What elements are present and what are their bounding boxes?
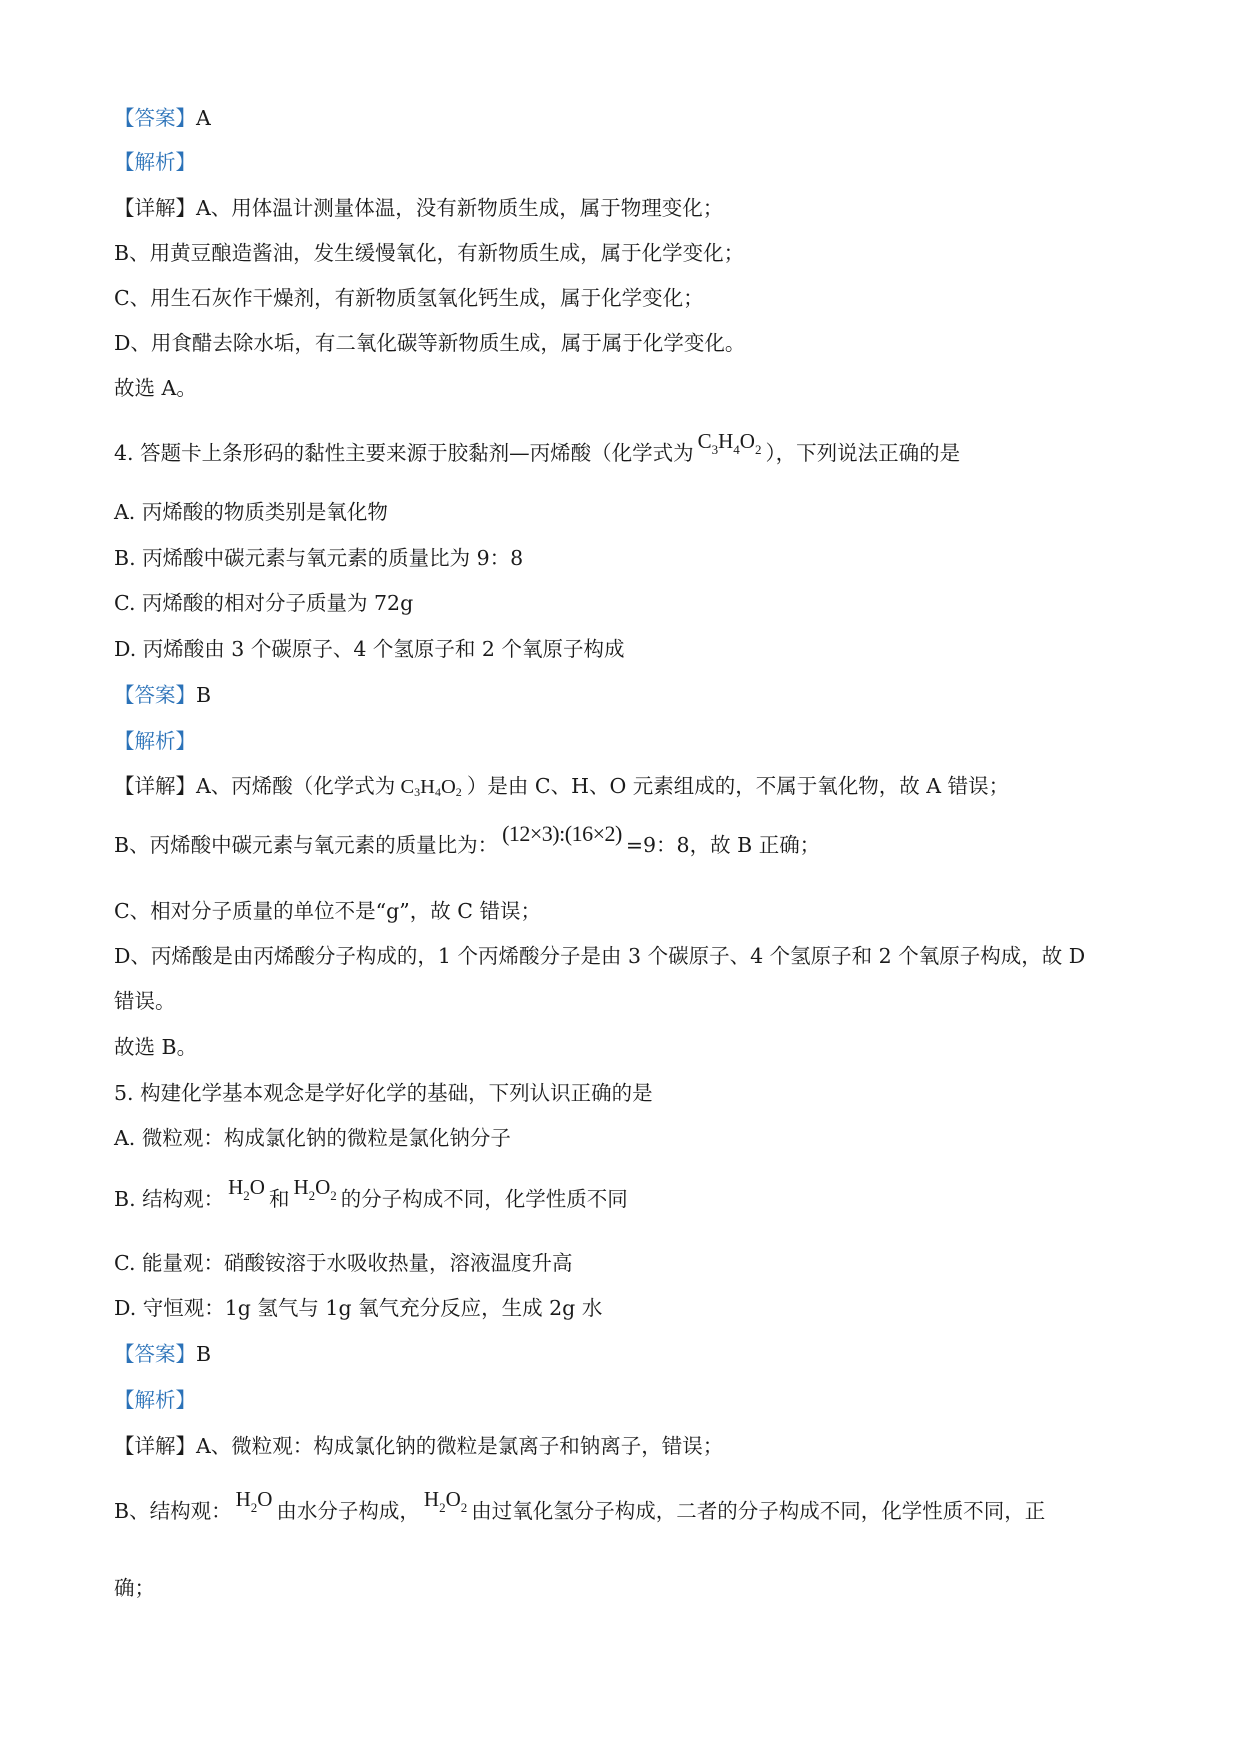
detail-line-q4: 【详解】A、丙烯酸（化学式为 $C_3H_4O_2$ ）是由 C、H、O 元素组成的，不属于氧化物，故 A 错误； xyxy=(114,774,1010,799)
analysis-line-q5 xyxy=(114,1387,196,1413)
question-4-stem xyxy=(114,429,961,475)
option-c-q5: C. 能量观：硝酸铵溶于水吸收热量，溶液温度升高 xyxy=(114,1251,573,1275)
stem-text: 4. 答题卡上条形码的黏性主要来源于胶黏剂—丙烯酸（化学式为 xyxy=(114,441,694,465)
analysis-tag: 【解析】 xyxy=(114,729,196,753)
option-a-q5: A. 微粒观：构成氯化钠的微粒是氯化钠分子 xyxy=(114,1126,511,1150)
option-b-q4: B. 丙烯酸中碳元素与氧元素的质量比为 9：8 xyxy=(114,546,524,570)
detail-d-q4-line1: D、丙烯酸是由丙烯酸分子构成的，1 个丙烯酸分子是由 3 个碳原子、4 个氢原子和 2 个氧原子构成，故 D xyxy=(114,944,1086,968)
detail-tag: 【详解】 xyxy=(114,196,196,220)
hydrogen-peroxide-formula: $H_2O_2$ xyxy=(423,1487,468,1515)
answer-tag: 【答案】 xyxy=(114,1342,196,1366)
analysis-tag: 【解析】 xyxy=(114,150,196,174)
stem-text: ），下列说法正确的是 xyxy=(765,441,961,465)
answer-tag: 【答案】 xyxy=(114,106,196,130)
option-d-q4: D. 丙烯酸由 3 个碳原子、4 个氢原子和 2 个氧原子构成 xyxy=(114,637,625,661)
answer-line-q5 xyxy=(114,1341,211,1367)
detail-c-q4: C、相对分子质量的单位不是“g”，故 C 错误； xyxy=(114,899,541,923)
answer-value: B xyxy=(196,683,212,707)
answer-value: B xyxy=(196,1342,212,1366)
analysis-tag: 【解析】 xyxy=(114,1388,196,1412)
option-a-q4: A. 丙烯酸的物质类别是氧化物 xyxy=(114,500,388,524)
conclusion-q3: 故选 A。 xyxy=(114,376,197,400)
detail-b-q5-line2: 确； xyxy=(114,1576,155,1600)
detail-line-q5: 【详解】A、微粒观：构成氯化钠的微粒是氯离子和钠离子，错误； xyxy=(114,1434,724,1458)
option-d-q5: D. 守恒观：1g 氢气与 1g 氧气充分反应，生成 2g 水 xyxy=(114,1296,603,1320)
detail-b-q3: B、用黄豆酿造酱油，发生缓慢氧化，有新物质生成，属于化学变化； xyxy=(114,241,745,265)
detail-d-q4-line2: 错误。 xyxy=(114,989,176,1013)
detail-d-q3: D、用食醋去除水垢，有二氧化碳等新物质生成，属于属于化学变化。 xyxy=(114,331,746,355)
option-b-q5: B. 结构观： $H_2O$ 和 $H_2O_2$ 的分子构成不同，化学性质不同 xyxy=(114,1175,628,1211)
answer-line-q3 xyxy=(114,105,211,131)
option-c-q4: C. 丙烯酸的相对分子质量为 72g xyxy=(114,591,414,615)
question-5-stem: 5. 构建化学基本观念是学好化学的基础，下列认识正确的是 xyxy=(114,1081,653,1105)
answer-tag: 【答案】 xyxy=(114,683,196,707)
detail-c-q3: C、用生石灰作干燥剂，有新物质氢氧化钙生成，属于化学变化； xyxy=(114,286,704,310)
answer-line-q4 xyxy=(114,682,211,708)
conclusion-q4: 故选 B。 xyxy=(114,1035,198,1059)
acrylic-acid-formula-inline: $C_3H_4O_2$ xyxy=(400,776,462,799)
water-formula: $H_2O$ xyxy=(235,1487,273,1515)
detail-b-q5: B、结构观： $H_2O$ 由水分子构成， $H_2O_2$ 由过氧化氢分子构成，二者的分子构成不同，化学性质不同，正 xyxy=(114,1487,1046,1523)
water-formula: $H_2O$ xyxy=(228,1175,265,1203)
detail-tag: 【详解】 xyxy=(114,774,196,798)
analysis-line-q3 xyxy=(114,149,196,175)
analysis-line-q4 xyxy=(114,728,196,754)
acrylic-acid-formula: $C_3H_4O_2$ xyxy=(697,429,762,457)
detail-b-q4: B、丙烯酸中碳元素与氧元素的质量比为： (12×3):(16×2) =9：8，故 B 正确； xyxy=(114,821,821,857)
detail-line-q3 xyxy=(114,195,723,221)
mass-ratio-formula: (12×3):(16×2) xyxy=(502,821,622,846)
detail-text: A、用体温计测量体温，没有新物质生成，属于物理变化； xyxy=(196,196,724,220)
answer-value: A xyxy=(196,106,211,130)
detail-tag: 【详解】 xyxy=(114,1434,196,1458)
hydrogen-peroxide-formula: $H_2O_2$ xyxy=(293,1175,337,1203)
